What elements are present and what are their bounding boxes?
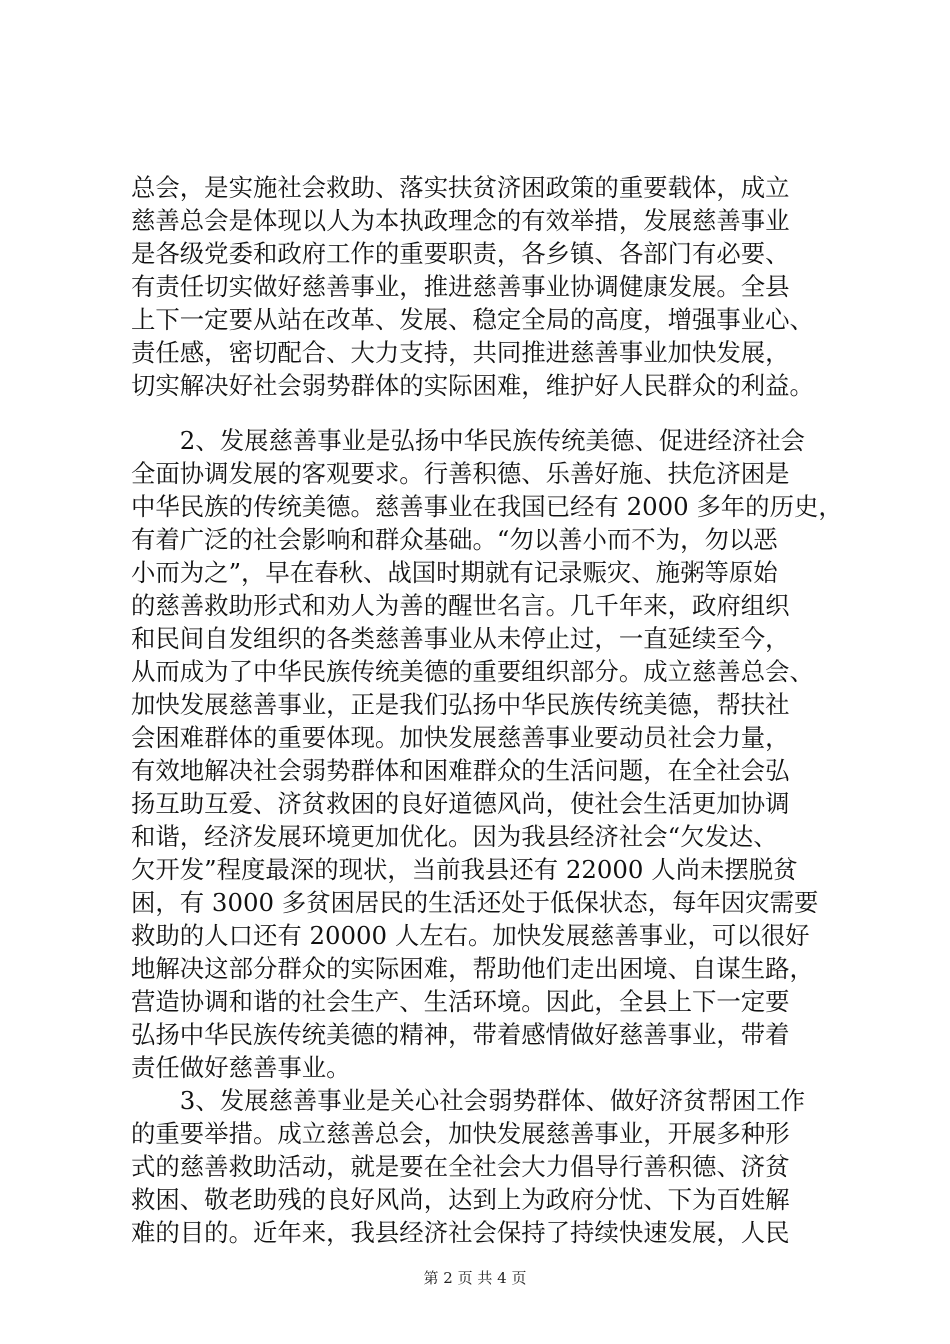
body-text-line: 救困、敬老助残的良好风尚，达到上为政府分忧、下为百姓解 xyxy=(131,1185,790,1214)
body-text-line: 的重要举措。成立慈善总会，加快发展慈善事业，开展多种形 xyxy=(131,1119,790,1148)
body-text-line: 全面协调发展的客观要求。行善积德、乐善好施、扶危济困是 xyxy=(131,459,790,488)
body-text-line: 会困难群体的重要体现。加快发展慈善事业要动员社会力量， xyxy=(131,723,790,752)
body-text-line: 切实解决好社会弱势群体的实际困难，维护好人民群众的利益。 xyxy=(131,371,814,400)
body-text-line: 加快发展慈善事业，正是我们弘扬中华民族传统美德，帮扶社 xyxy=(131,690,790,719)
body-text-line: 地解决这部分群众的实际困难，帮助他们走出困境、自谋生路， xyxy=(131,954,814,983)
body-text-line: 从而成为了中华民族传统美德的重要组织部分。成立慈善总会、 xyxy=(131,657,814,686)
body-text-line: 有效地解决社会弱势群体和困难群众的生活问题，在全社会弘 xyxy=(131,756,790,785)
body-text-line: 和谐，经济发展环境更加优化。因为我县经济社会“欠发达、 xyxy=(131,822,778,851)
body-text-line: 弘扬中华民族传统美德的精神，带着感情做好慈善事业，带着 xyxy=(131,1020,790,1049)
body-text-line: 小而为之”，早在春秋、战国时期就有记录赈灾、施粥等原始 xyxy=(131,558,778,587)
body-text-line: 上下一定要从站在改革、发展、稳定全局的高度，增强事业心、 xyxy=(131,305,814,334)
body-text-line: 总会，是实施社会救助、落实扶贫济困政策的重要载体，成立 xyxy=(131,173,790,202)
body-text-line: 困，有 3000 多贫困居民的生活还处于低保状态，每年因灾需要 xyxy=(131,888,819,917)
body-text-line: 中华民族的传统美德。慈善事业在我国已经有 2000 多年的历史， xyxy=(131,492,843,521)
paragraph-2-first-line: 2、发展慈善事业是弘扬中华民族传统美德、促进经济社会 xyxy=(131,426,806,455)
body-text-line: 责任做好慈善事业。 xyxy=(131,1053,351,1082)
body-text-line: 和民间自发组织的各类慈善事业从未停止过，一直延续至今， xyxy=(131,624,790,653)
body-text-line: 难的目的。近年来，我县经济社会保持了持续快速发展，人民 xyxy=(131,1218,790,1247)
body-text-line: 有责任切实做好慈善事业，推进慈善事业协调健康发展。全县 xyxy=(131,272,790,301)
body-text-line: 式的慈善救助活动，就是要在全社会大力倡导行善积德、济贫 xyxy=(131,1152,790,1181)
paragraph-3-first-line: 3、发展慈善事业是关心社会弱势群体、做好济贫帮困工作 xyxy=(131,1086,806,1115)
body-text-line: 扬互助互爱、济贫救困的良好道德风尚，使社会生活更加协调 xyxy=(131,789,790,818)
body-text-line: 是各级党委和政府工作的重要职责，各乡镇、各部门有必要、 xyxy=(131,239,790,268)
body-text-line: 慈善总会是体现以人为本执政理念的有效举措，发展慈善事业 xyxy=(131,206,790,235)
body-text-line: 有着广泛的社会影响和群众基础。“勿以善小而不为，勿以恶 xyxy=(131,525,778,554)
body-text-line: 责任感，密切配合、大力支持，共同推进慈善事业加快发展， xyxy=(131,338,790,367)
body-text-line: 救助的人口还有 20000 人左右。加快发展慈善事业，可以很好 xyxy=(131,921,810,950)
body-text-line: 营造协调和谐的社会生产、生活环境。因此，全县上下一定要 xyxy=(131,987,790,1016)
page-footer: 第 2 页 共 4 页 xyxy=(423,1269,527,1287)
body-text-line: 欠开发”程度最深的现状，当前我县还有 22000 人尚未摆脱贫 xyxy=(131,855,798,884)
body-text-line: 的慈善救助形式和劝人为善的醒世名言。几千年来，政府组织 xyxy=(131,591,790,620)
